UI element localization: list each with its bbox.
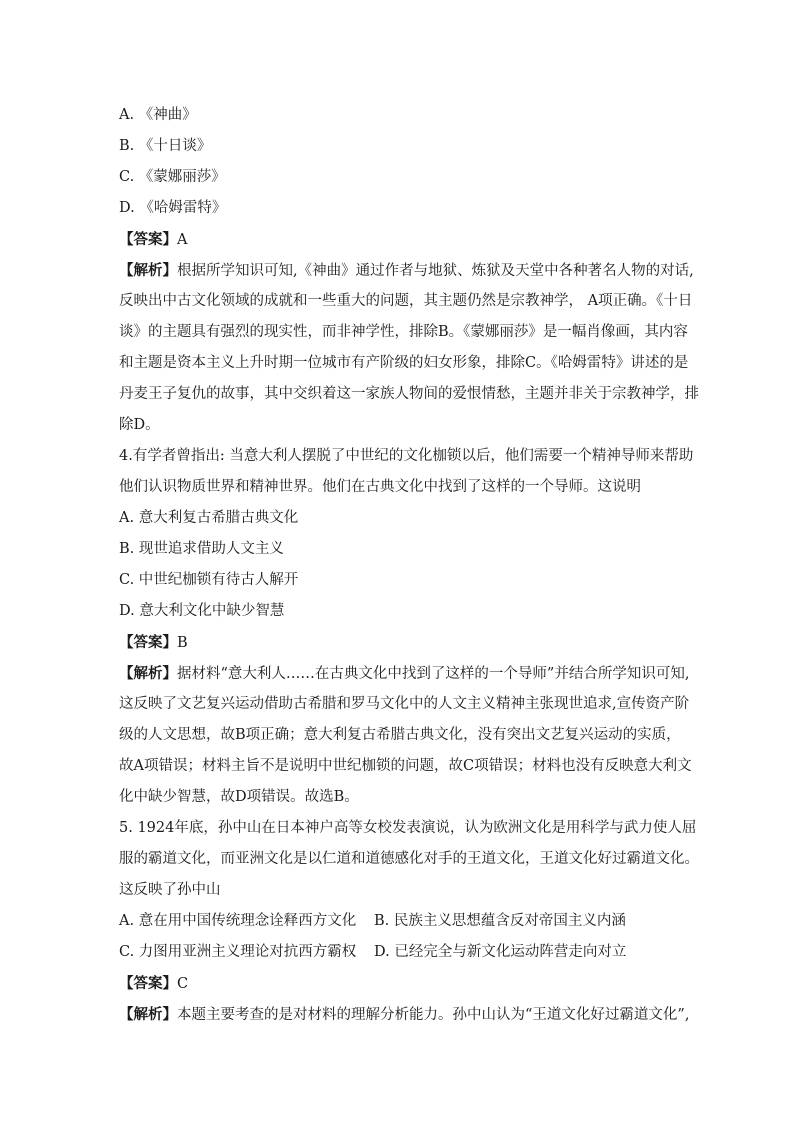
q5-option-b: B. 民族主义思想蕴含反对帝国主义内涵 bbox=[374, 913, 626, 929]
answer-value: C bbox=[177, 976, 189, 992]
analysis-label: 【解析】 bbox=[119, 665, 177, 682]
answer-label: 【答案】 bbox=[119, 975, 177, 992]
q5-option-a: A. 意在用中国传统理念诠释西方文化 bbox=[119, 913, 357, 929]
analysis-label: 【解析】 bbox=[119, 262, 177, 279]
q3-option-c: C. 《蒙娜丽莎》 bbox=[119, 169, 226, 185]
q4-stem bbox=[119, 441, 694, 503]
q5-answer bbox=[119, 968, 679, 999]
q4-option-c: C. 中世纪枷锁有待古人解开 bbox=[119, 572, 299, 588]
q5-stem bbox=[119, 813, 699, 906]
analysis-line: 这反映了文艺复兴运动借助古希腊和罗马文化中的人文主义精神主张现世追求,宣传资产阶 bbox=[119, 696, 690, 712]
stem-line: 这反映了孙中山 bbox=[119, 882, 221, 898]
analysis-line: 和主题是资本主义上升时期一位城市有产阶级的妇女形象，排除C。《哈姆雷特》讲述的是 bbox=[119, 355, 689, 371]
q4-option-d: D. 意大利文化中缺少智慧 bbox=[119, 603, 285, 619]
q5-option-row bbox=[119, 937, 679, 968]
answer-label: 【答案】 bbox=[119, 231, 177, 248]
analysis-line: 级的人文思想，故B项正确；意大利复古希腊古典文化，没有突出文艺复兴运动的实质， bbox=[119, 727, 681, 743]
stem-line: 他们认识物质世界和精神世界。他们在古典文化中找到了这样的一个导师。这说明 bbox=[119, 479, 641, 495]
analysis-line: 除D。 bbox=[119, 417, 160, 433]
analysis-label: 【解析】 bbox=[119, 1006, 177, 1023]
q3-option-d: D. 《哈姆雷特》 bbox=[119, 200, 227, 216]
q4-options bbox=[119, 503, 679, 627]
q5-option-c: C. 力图用亚洲主义理论对抗西方霸权 bbox=[119, 944, 357, 960]
q5-option-d: D. 已经完全与新文化运动阵营走向对立 bbox=[374, 944, 627, 960]
document-page bbox=[119, 100, 699, 1030]
q3-options bbox=[119, 100, 679, 224]
stem-line: 4.有学者曾指出: 当意大利人摆脱了中世纪的文化枷锁以后，他们需要一个精神导师来帮助 bbox=[119, 448, 694, 464]
analysis-line: 丹麦王子复仇的故事，其中交织着这一家族人物间的爱恨情愁，主题并非关于宗教神学，排 bbox=[119, 386, 699, 402]
analysis-line: 化中缺少智慧，故D项错误。故选B。 bbox=[119, 789, 359, 805]
stem-line: 5. 1924年底，孙中山在日本神户高等女校发表演说，认为欧洲文化是用科学与武力使人屈 bbox=[119, 820, 697, 836]
analysis-line: 反映出中古文化领域的成就和一些重大的问题，其主题仍然是宗教神学， A项正确。《十日 bbox=[119, 293, 693, 309]
analysis-line: 本题主要考查的是对材料的理解分析能力。孙中山认为“王道文化好过霸道文化”, bbox=[177, 1007, 690, 1023]
q3-answer bbox=[119, 224, 679, 255]
answer-label: 【答案】 bbox=[119, 634, 177, 651]
q5-options bbox=[119, 906, 679, 968]
q4-option-b: B. 现世追求借助人文主义 bbox=[119, 541, 284, 557]
analysis-line: 故A项错误；材料主旨不是说明中世纪枷锁的问题，故C项错误；材料也没有反映意大利文 bbox=[119, 758, 692, 774]
analysis-line: 根据所学知识可知,《神曲》通过作者与地狱、炼狱及天堂中各种著名人物的对话, bbox=[177, 263, 694, 279]
answer-value: B bbox=[177, 635, 188, 651]
answer-value: A bbox=[177, 232, 188, 248]
q5-analysis bbox=[119, 999, 690, 1030]
q4-analysis bbox=[119, 658, 692, 813]
analysis-line: 据材料“意大利人……在古典文化中找到了这样的一个导师”并结合所学知识可知, bbox=[177, 666, 690, 682]
q3-option-a: A. 《神曲》 bbox=[119, 107, 197, 123]
q4-option-a: A. 意大利复古希腊古典文化 bbox=[119, 510, 299, 526]
q3-analysis bbox=[119, 255, 699, 441]
stem-line: 服的霸道文化，而亚洲文化是以仁道和道德感化对手的王道文化，王道文化好过霸道文化。 bbox=[119, 851, 699, 867]
q5-option-row bbox=[119, 906, 679, 937]
q3-option-b: B. 《十日谈》 bbox=[119, 138, 212, 154]
q4-answer bbox=[119, 627, 679, 658]
analysis-line: 谈》的主题具有强烈的现实性，而非神学性，排除B。《蒙娜丽莎》是一幅肖像画，其内容 bbox=[119, 324, 688, 340]
